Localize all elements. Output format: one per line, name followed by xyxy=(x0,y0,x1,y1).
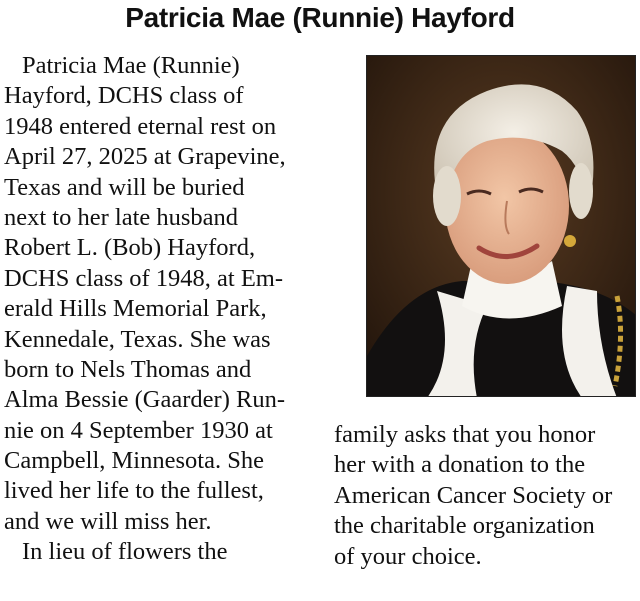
text-line: next to her late husband xyxy=(4,203,239,231)
text-line: 1948 entered eternal rest on xyxy=(4,112,277,140)
text-line: Hayford, DCHS class of xyxy=(4,82,244,110)
text-line: April 27, 2025 at Grapevine, xyxy=(4,143,286,171)
text-line: and we will miss her. xyxy=(4,507,212,535)
text-line: Texas and will be buried xyxy=(4,173,245,201)
text-line: Kennedale, Texas. She was xyxy=(4,325,271,353)
text-line: of your choice. xyxy=(334,542,482,570)
obituary-text-right-column xyxy=(334,420,634,572)
portrait-photo xyxy=(366,55,636,397)
text-line: DCHS class of 1948, at Em- xyxy=(4,264,283,292)
text-line: the charitable organization xyxy=(334,512,595,540)
obituary-title: Patricia Mae (Runnie) Hayford xyxy=(125,2,515,33)
text-line: lived her life to the fullest, xyxy=(4,477,264,505)
obituary-text-left-column xyxy=(4,51,304,568)
text-line: family asks that you honor xyxy=(334,421,596,448)
text-line: Alma Bessie (Gaarder) Run- xyxy=(4,386,285,414)
text-line: Patricia Mae (Runnie) xyxy=(22,52,240,79)
text-line: nie on 4 September 1930 at xyxy=(4,416,273,444)
text-line: born to Nels Thomas and xyxy=(4,355,252,383)
portrait-illustration xyxy=(367,56,636,397)
text-line: In lieu of flowers the xyxy=(22,538,228,566)
text-line: Robert L. (Bob) Hayford, xyxy=(4,234,256,262)
text-line: American Cancer Society or xyxy=(334,481,613,509)
text-line: erald Hills Memorial Park, xyxy=(4,295,267,323)
text-line: her with a donation to the xyxy=(334,451,586,479)
text-line: Campbell, Minnesota. She xyxy=(4,447,264,475)
